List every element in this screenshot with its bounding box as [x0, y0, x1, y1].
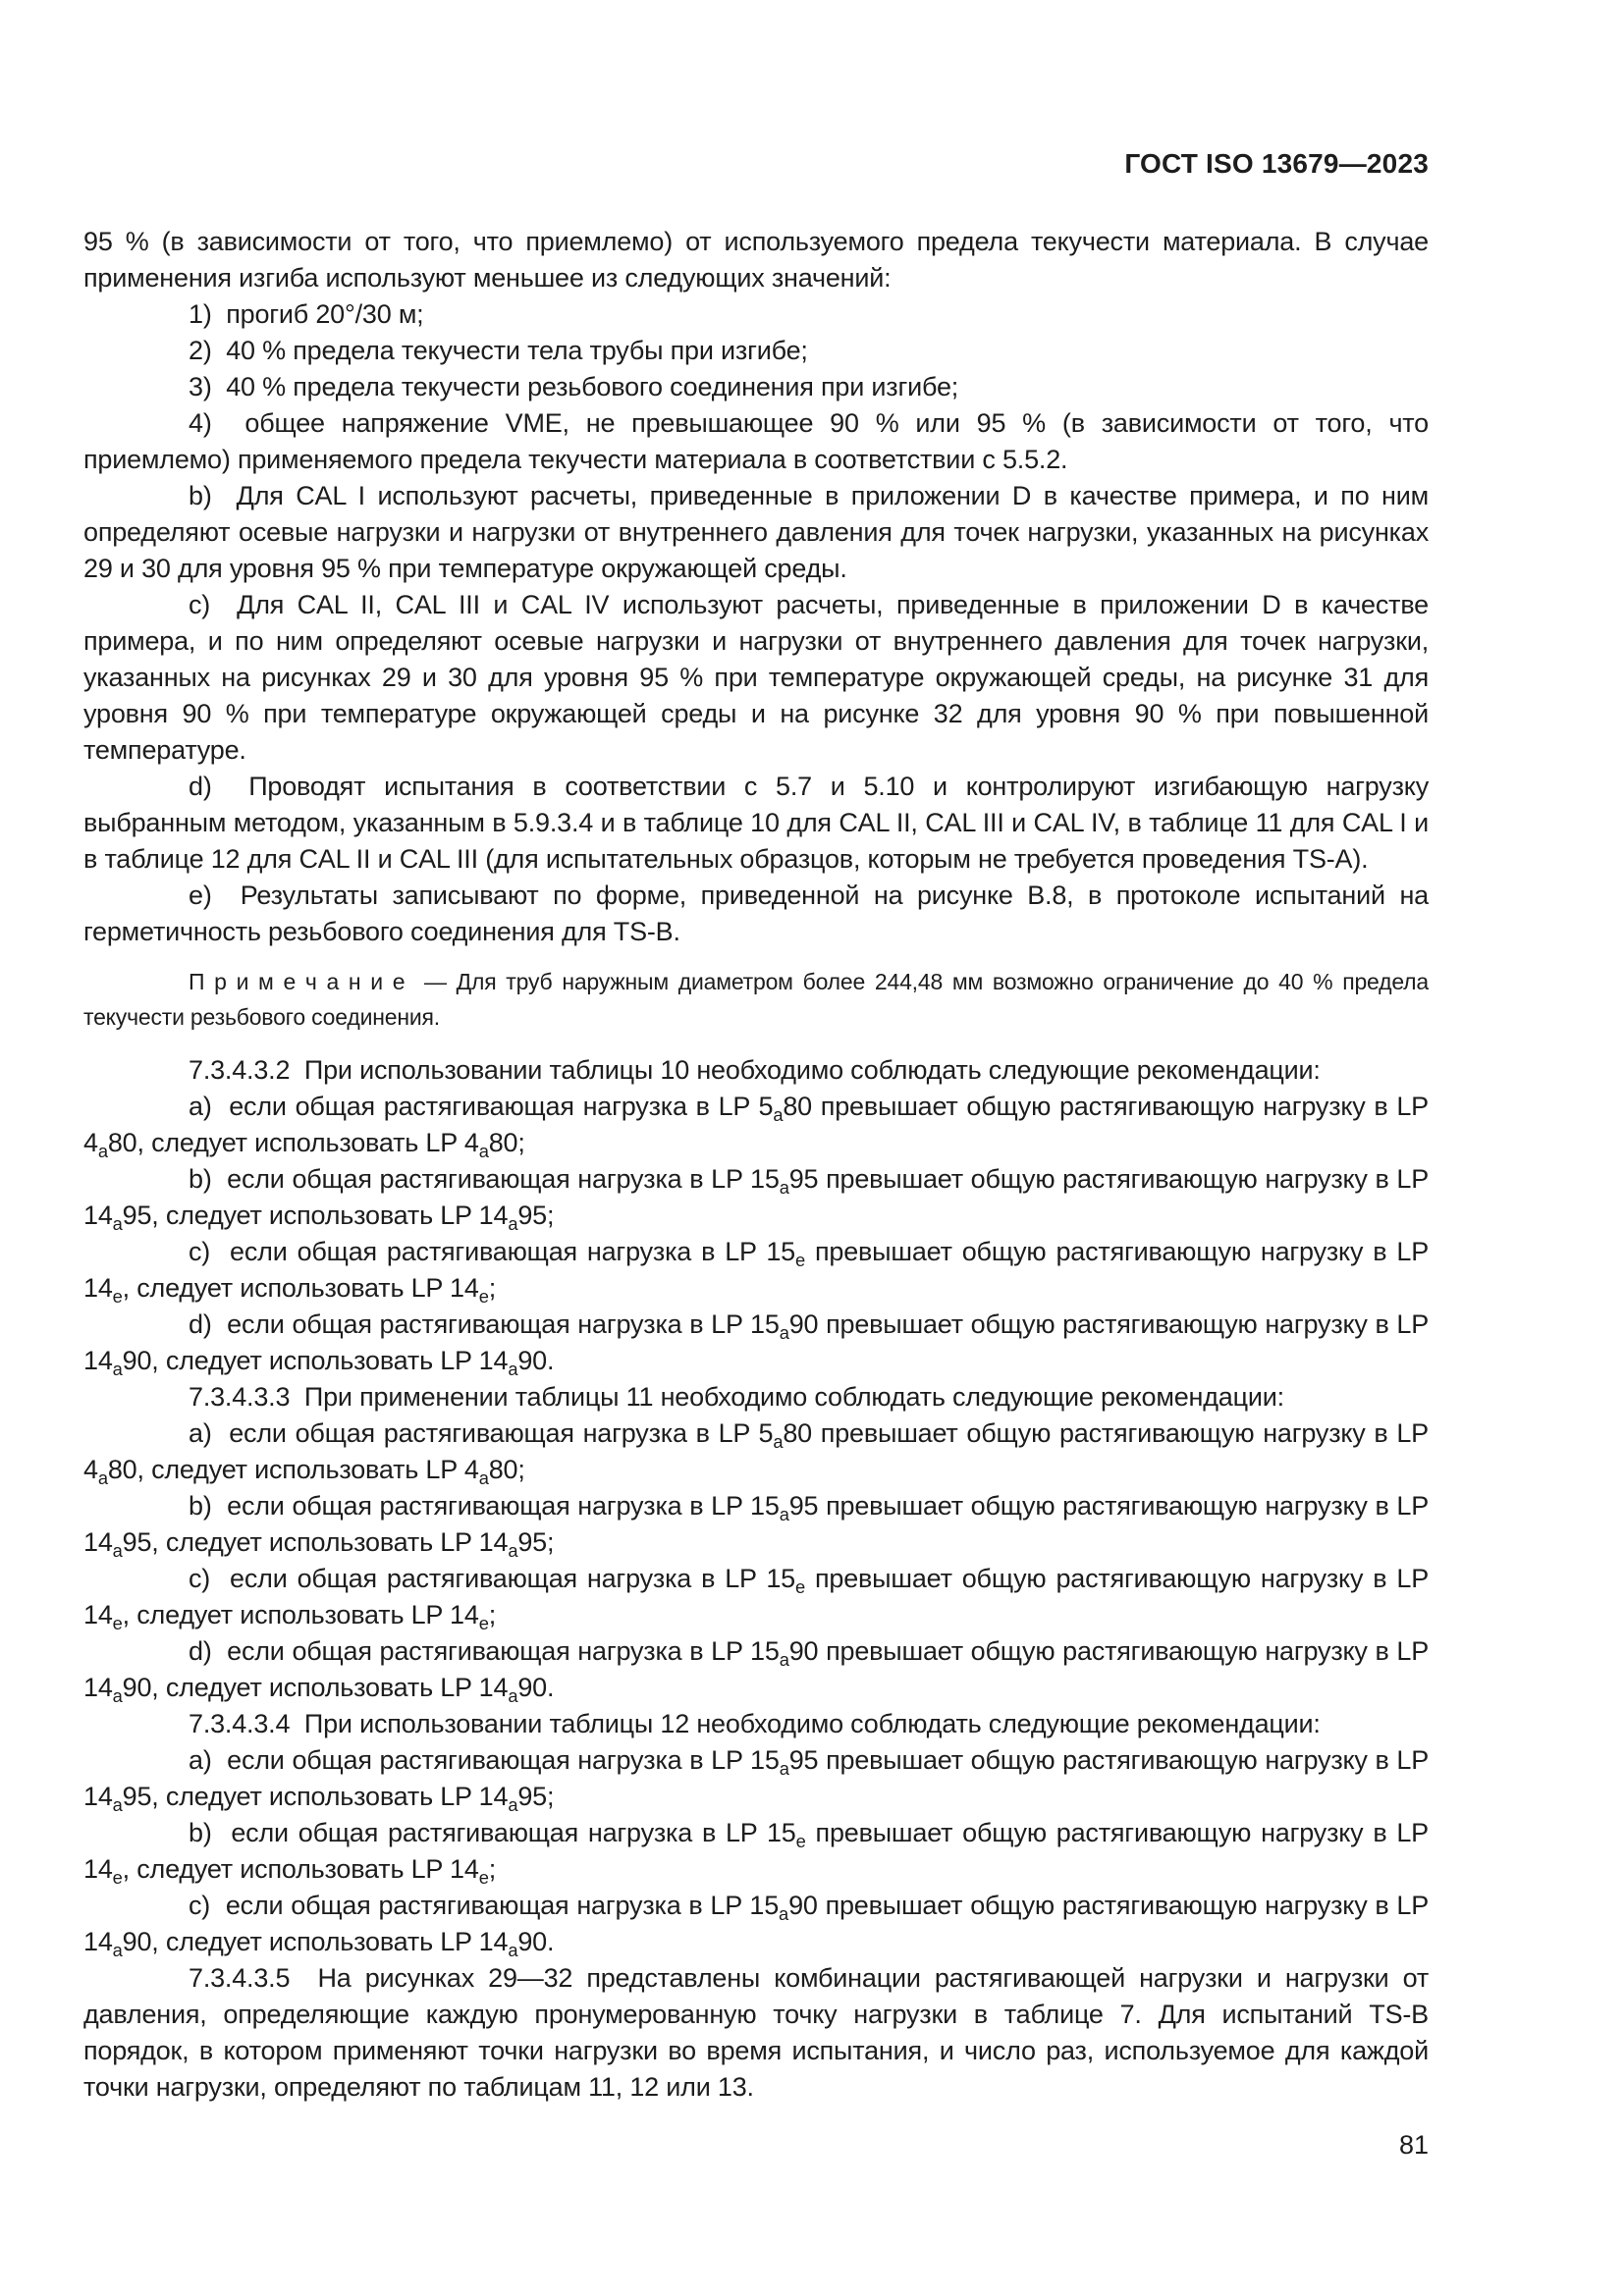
clause-7.3.4.3.4-item-b: b) если общая растягивающая нагрузка в LP $15_e$ превышает общую растягивающую нагрузку в LP $14_e$, следует использовать LP $14_e$;: [83, 1818, 1429, 1888]
subscript: e: [478, 1285, 489, 1307]
subscript: a: [478, 1467, 489, 1488]
subscript: a: [112, 1212, 123, 1234]
clause-7.3.4.3.3-item-d: d) если общая растягивающая нагрузка в LP $15_a90$ превышает общую растягивающую нагрузку в LP $14_a90$, следует использовать LP $14_a90$.: [83, 1636, 1430, 1706]
clause-7.3.4.3.4: 7.3.4.3.4 При использовании таблицы 12 необходимо соблюдать следующие рекомендации:: [189, 1709, 1321, 1738]
subscript: a: [112, 1358, 123, 1379]
clause-7.3.4.3.4-item-a: a) если общая растягивающая нагрузка в LP $15_a95$ превышает общую растягивающую нагрузку в LP $14_a95$, следует использовать LP $14_a95$;: [83, 1745, 1430, 1815]
subscript: e: [795, 1830, 806, 1851]
subscript: a: [779, 1757, 789, 1779]
lettered-item-d: d) Проводят испытания в соответствии с 5.7 и 5.10 и контролируют изгибающую нагрузку выбранным методом, указанным в 5.9.3.4 и в таблице 10 для CAL II, CAL III и CAL IV, в таблице 11 для CAL I и в таблице 12 для CAL II и CAL III (для испытательных образцов, которым не требуется проведения TS-A).: [83, 772, 1429, 874]
clause-7.3.4.3.3-item-b: b) если общая растягивающая нагрузка в LP $15_a95$ превышает общую растягивающую нагрузку в LP $14_a95$, следует использовать LP $14_a95$;: [83, 1491, 1430, 1561]
page-number: 81: [1398, 2130, 1429, 2160]
subscript: a: [779, 1503, 789, 1524]
clause-7.3.4.3.3-item-a: a) если общая растягивающая нагрузка в LP $5_a80$ превышает общую растягивающую нагрузку в LP $4_a80$, следует использовать LP $4_a80$;: [83, 1418, 1429, 1488]
numbered-item-2: 2) 40 % предела текучести тела трубы при изгибе;: [189, 336, 808, 365]
subscript: e: [112, 1866, 123, 1888]
subscript: a: [779, 1321, 789, 1343]
document-body: [83, 224, 1429, 2106]
lettered-item-e: e) Результаты записывают по форме, приведенной на рисунке B.8, в протоколе испытаний на герметичность резьбового соединения для TS-B.: [83, 881, 1429, 946]
subscript: a: [508, 1212, 518, 1234]
numbered-item-4: 4) общее напряжение VME, не превышающее 90 % или 95 % (в зависимости от того, что приемлемо) применяемого предела текучести материала в соответствии с 5.5.2.: [83, 408, 1429, 474]
subscript: e: [794, 1249, 805, 1270]
numbered-item-1: 1) прогиб 20°/30 м;: [189, 299, 424, 329]
clause-7.3.4.3.2-item-a: a) если общая растягивающая нагрузка в LP $5_a80$ превышает общую растягивающую нагрузку в LP $4_a80$, следует использовать LP $4_a80$;: [83, 1092, 1429, 1161]
subscript: e: [112, 1612, 123, 1633]
numbered-item-3: 3) 40 % предела текучести резьбового соединения при изгибе;: [189, 372, 959, 401]
clause-7.3.4.3.2: 7.3.4.3.2 При использовании таблицы 10 необходимо соблюдать следующие рекомендации:: [189, 1055, 1321, 1085]
intro-continuation: 95 % (в зависимости от того, что приемлемо) от используемого предела текучести материала. В случае применения изгиба используют меньшее из следующих значений:: [83, 227, 1429, 293]
clause-7.3.4.3.4-item-c: c) если общая растягивающая нагрузка в LP $15_a90$ превышает общую растягивающую нагрузку в LP $14_a90$, следует использовать LP $14_a90$.: [83, 1891, 1430, 1960]
subscript: e: [478, 1866, 489, 1888]
subscript: a: [508, 1793, 518, 1815]
clause-7.3.4.3.3-item-c: c) если общая растягивающая нагрузка в LP $15_e$ превышает общую растягивающую нагрузку в LP $14_e$, следует использовать LP $14_e$;: [83, 1564, 1430, 1633]
clause-7.3.4.3.2-item-c: c) если общая растягивающая нагрузка в LP $15_e$ превышает общую растягивающую нагрузку в LP $14_e$, следует использовать LP $14_e$;: [83, 1237, 1430, 1307]
clause-7.3.4.3.5: 7.3.4.3.5 На рисунках 29—32 представлены комбинации растягивающей нагрузки и нагрузки от давления, определяющие каждую пронумерованную точку нагрузки в таблице 7. Для испытаний TS-B порядок, в котором применяют точки нагрузки во время испытания, и число раз, используемое для каждой точки нагрузки, определяют по таблицам 11, 12 или 13.: [83, 1963, 1429, 2102]
running-header: ГОСТ ISO 13679—2023: [1124, 148, 1429, 179]
lettered-item-c: c) Для CAL II, CAL III и CAL IV используют расчеты, приведенные в приложении D в качестве примера, и по ним определяют осевые нагрузки и нагрузки от внутреннего давления для точек нагрузки, указанных на рисунках 29 и 30 для уровня 95 % при температуре окружающей среды, на рисунке 31 для уровня 90 % при температуре окружающей среды и на рисунке 32 для уровня 90 % при повышенной температуре.: [83, 590, 1429, 765]
note: П р и м е ч а н и е — Для труб наружным диаметром более 244,48 мм возможно ограничение до 40 % предела текучести резьбового соединения.: [83, 969, 1429, 1030]
subscript: a: [779, 1176, 789, 1198]
clause-7.3.4.3.2-item-b: b) если общая растягивающая нагрузка в LP $15_a95$ превышает общую растягивающую нагрузку в LP $14_a95$, следует использовать LP $14_a95$;: [83, 1164, 1430, 1234]
subscript: a: [773, 1430, 784, 1452]
subscript: a: [508, 1684, 518, 1706]
subscript: a: [508, 1358, 518, 1379]
subscript: e: [112, 1285, 123, 1307]
subscript: a: [97, 1467, 108, 1488]
subscript: a: [773, 1103, 784, 1125]
subscript: a: [508, 1939, 518, 1960]
subscript: a: [779, 1648, 789, 1670]
subscript: a: [478, 1140, 489, 1161]
subscript: e: [478, 1612, 489, 1633]
clause-7.3.4.3.2-item-d: d) если общая растягивающая нагрузка в LP $15_a90$ превышает общую растягивающую нагрузку в LP $14_a90$, следует использовать LP $14_a90$.: [83, 1309, 1430, 1379]
subscript: a: [779, 1902, 789, 1924]
subscript: a: [97, 1140, 108, 1161]
subscript: a: [508, 1539, 518, 1561]
subscript: a: [112, 1939, 123, 1960]
subscript: e: [794, 1575, 805, 1597]
subscript: a: [112, 1539, 123, 1561]
subscript: a: [112, 1793, 123, 1815]
subscript: a: [112, 1684, 123, 1706]
lettered-item-b: b) Для CAL I используют расчеты, приведенные в приложении D в качестве примера, и по ним определяют осевые нагрузки и нагрузки от внутреннего давления для точек нагрузки, указанных на рисунках 29 и 30 для уровня 95 % при температуре окружающей среды.: [83, 481, 1429, 583]
clause-7.3.4.3.3: 7.3.4.3.3 При применении таблицы 11 необходимо соблюдать следующие рекомендации:: [189, 1382, 1284, 1412]
